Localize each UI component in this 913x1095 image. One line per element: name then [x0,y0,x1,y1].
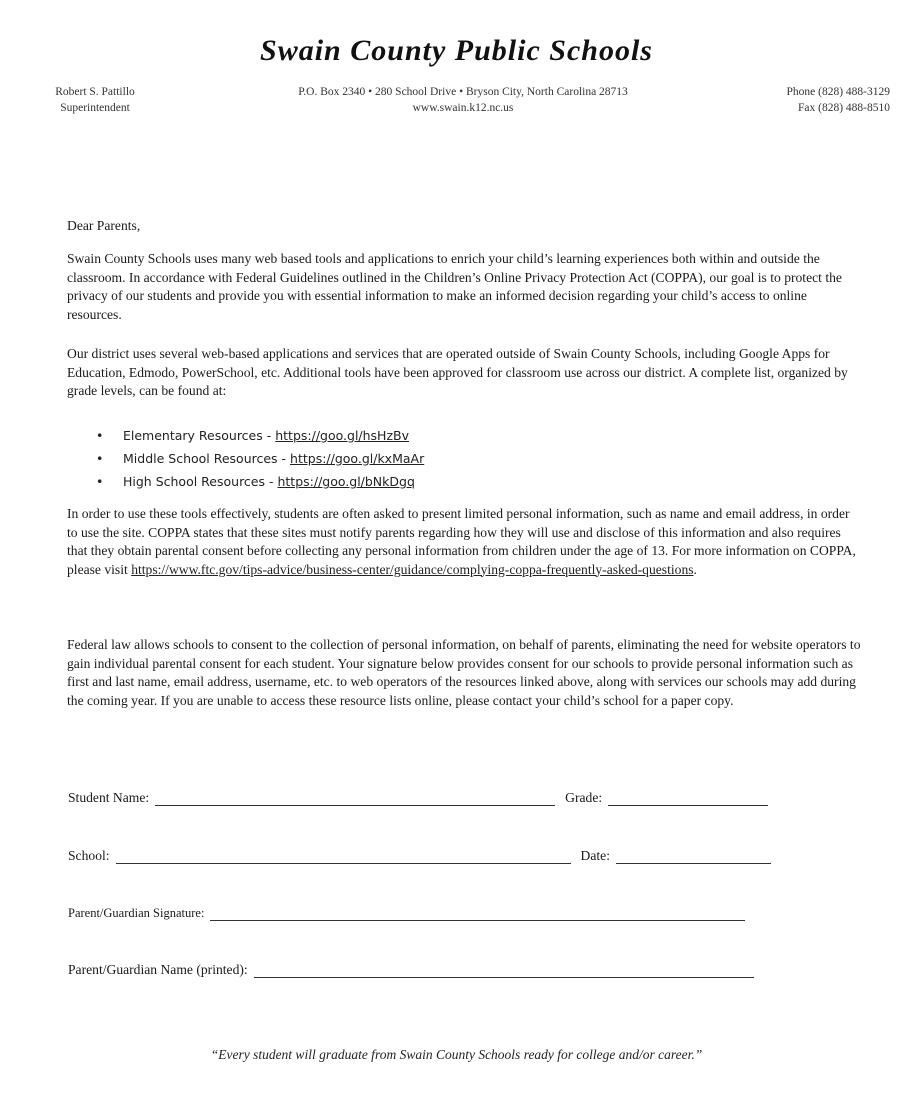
list-item [96,470,696,493]
date-label: Date: [580,848,610,863]
school-row [68,848,771,864]
student-name-row [68,790,768,806]
resource-label: Middle School Resources - [123,451,291,466]
coppa-text: In order to use these tools effectively, students are often asked to present limited personal information, such as name and email address, in order to use the site. COPPA states that these sites must notify parents regarding how they will use and disclose of this information and also requires that they obtain parental consent before collecting any personal information from children under the age of 13. For more information on COPPA, please visit [67,506,856,577]
superintendent-block [40,84,150,116]
paragraph-coppa-text [67,505,862,579]
grade-field[interactable] [608,791,768,806]
printed-name-field[interactable] [254,963,754,978]
school-field[interactable] [116,849,571,864]
ftc-coppa-link[interactable]: https://www.ftc.gov/tips-advice/business-center/guidance/complying-coppa-frequently-asked-questions [131,561,694,577]
student-name-field[interactable] [155,791,555,806]
bullet-icon: • [96,428,104,443]
district-address: P.O. Box 2340 • 280 School Drive • Bryson City, North Carolina 28713 [298,86,628,98]
district-title: Swain County Public Schools [260,34,653,67]
paragraph-consent [67,636,862,710]
greeting-text: Dear Parents, [67,218,141,233]
resource-label: Elementary Resources - [123,428,276,443]
list-item [96,424,696,447]
phone-number: Phone (828) 488-3129 [786,86,890,98]
coppa-end: . [693,561,697,577]
contact-block [740,84,890,116]
superintendent-title: Superintendent [60,102,130,114]
district-website[interactable]: www.swain.k12.nc.us [412,102,514,114]
signature-field[interactable] [210,906,745,921]
paragraph-tools-text: Our district uses several web-based applications and services that are operated outside of Swain County Schools, including Google Apps for Education, Edmodo, PowerSchool, etc. Additional tools have been approved for classroom use across our district. A complete list, organized by grade levels, can be found at: [67,346,848,398]
school-label: School: [68,848,110,863]
paragraph-tools [67,345,862,401]
fax-number: Fax (828) 488-8510 [798,102,890,114]
district-motto: “Every student will graduate from Swain County Schools ready for college and/or career.” [210,1047,703,1062]
signature-label: Parent/Guardian Signature: [68,906,205,920]
paragraph-coppa [67,505,862,579]
resource-label: High School Resources - [123,474,278,489]
paragraph-intro-text: Swain County Schools uses many web based tools and applications to enrich your child’s learning experiences both within and outside the classroom. In accordance with Federal Guidelines outlined in the Children’s Online Privacy Protection Act (COPPA), our goal is to protect the privacy of our students and provide you with essential information to make an informed decision regarding your child’s access to online resources. [67,251,842,322]
printed-name-row [68,962,754,978]
resource-link-high[interactable]: https://goo.gl/bNkDgq [277,474,415,489]
printed-name-label: Parent/Guardian Name (printed): [68,962,248,977]
resource-link-middle[interactable]: https://goo.gl/kxMaAr [290,451,425,466]
letter-greeting [67,217,862,236]
paragraph-intro [67,250,862,324]
signature-row [68,905,745,921]
address-block [248,84,678,116]
superintendent-name: Robert S. Pattillo [55,86,135,98]
resource-list [96,424,696,493]
resource-link-elementary[interactable]: https://goo.gl/hsHzBv [275,428,409,443]
grade-label: Grade: [565,790,603,805]
bullet-icon: • [96,474,104,489]
student-name-label: Student Name: [68,790,150,805]
paragraph-consent-text: Federal law allows schools to consent to the collection of personal information, on behalf of parents, eliminating the need for website operators to gain individual parental consent for each student. Your signature below provides consent for our schools to provide personal information such as first and last name, email address, username, etc. to web operators of the resources linked above, along with services our schools may add during the coming year. If you are unable to access these resource lists online, please contact your child’s school for a paper copy. [67,637,861,708]
bullet-icon: • [96,451,104,466]
list-item [96,447,696,470]
date-field[interactable] [616,849,771,864]
